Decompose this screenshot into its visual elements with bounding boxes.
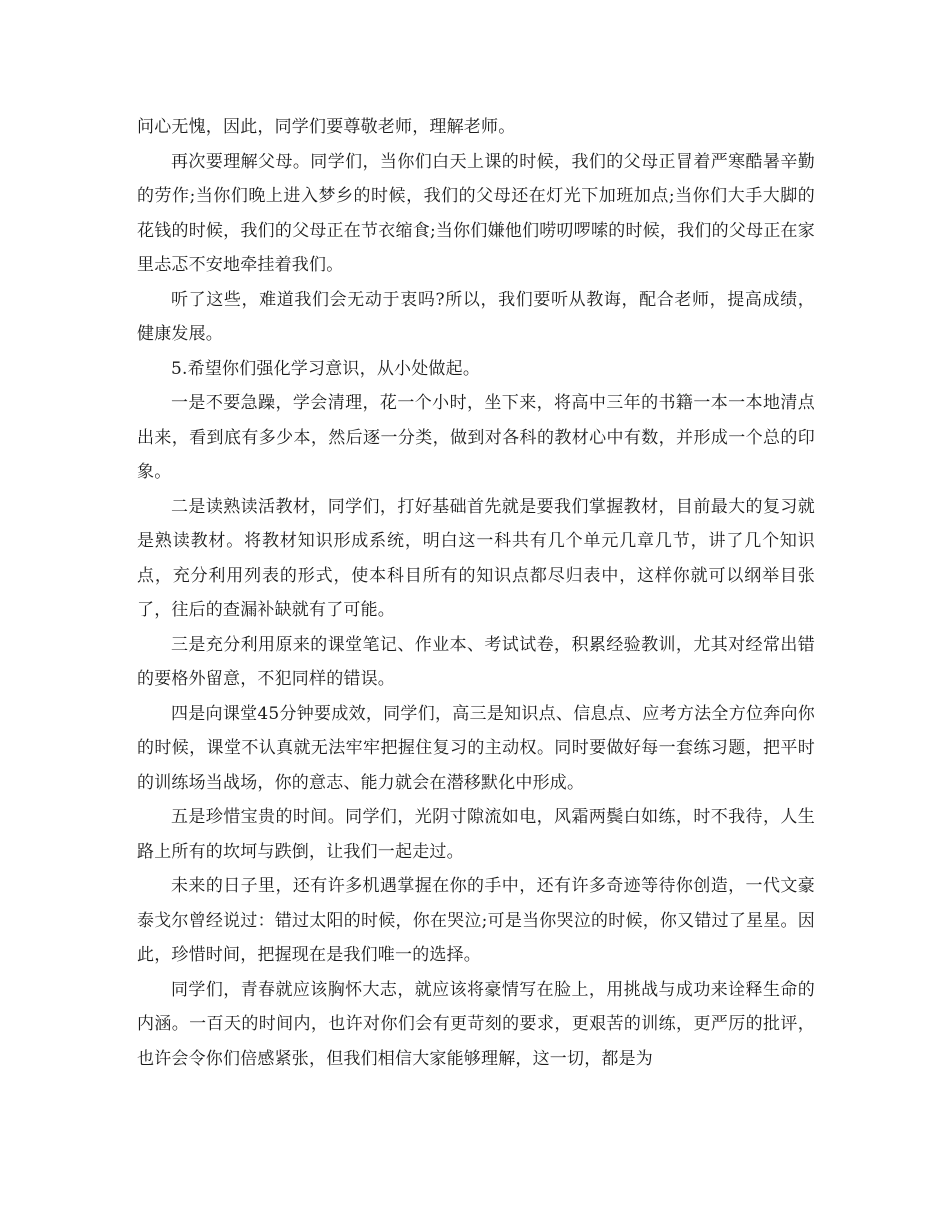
- paragraph: 四是向课堂45分钟要成效，同学们，高三是知识点、信息点、应考方法全方位奔向你的时候，课堂不认真就无法牢牢把握住复习的主动权。同时要做好每一套练习题，把平时的训练场当战场，你的意志、能力就会在潜移默化中形成。: [137, 703, 815, 793]
- paragraph: 三是充分利用原来的课堂笔记、作业本、考试试卷，积累经验教训，尤其对经常出错的要格外留意，不犯同样的错误。: [137, 634, 815, 689]
- paragraph: 五是珍惜宝贵的时间。同学们，光阴寸隙流如电，风霜两鬓白如练，时不我待，人生路上所有的坎坷与跌倒，让我们一起走过。: [137, 807, 815, 862]
- paragraph: 问心无愧，因此，同学们要尊敬老师，理解老师。: [137, 117, 516, 137]
- paragraph: 二是读熟读活教材，同学们，打好基础首先就是要我们掌握教材，目前最大的复习就是熟读教材。将教材知识形成系统，明白这一科共有几个单元几章几节，讲了几个知识点，充分利用列表的形式，使本科目所有的知识点都尽归表中，这样你就可以纲举目张了，往后的查漏补缺就有了可能。: [137, 496, 815, 620]
- paragraph: 5.希望你们强化学习意识，从小处做起。: [171, 358, 481, 379]
- paragraph: 未来的日子里，还有许多机遇掌握在你的手中，还有许多奇迹等待你创造，一代文豪泰戈尔曾经说过：错过太阳的时候，你在哭泣;可是当你哭泣的时候，你又错过了星星。因此，珍惜时间，把握现在是我们唯一的选择。: [137, 876, 815, 965]
- document-body: [137, 110, 815, 1076]
- paragraph: 一是不要急躁，学会清理，花一个小时，坐下来，将高中三年的书籍一本一本地清点出来，看到底有多少本，然后逐一分类，做到对各科的教材心中有数，并形成一个总的印象。: [137, 393, 815, 482]
- paragraph: 再次要理解父母。同学们，当你们白天上课的时候，我们的父母正冒着严寒酷暑辛勤的劳作;当你们晚上进入梦乡的时候，我们的父母还在灯光下加班加点;当你们大手大脚的花钱的时候，我们的父母正在节衣缩食;当你们嫌他们唠叨啰嗦的时候，我们的父母正在家里忐忑不安地牵挂着我们。: [137, 151, 815, 275]
- paragraph: 同学们，青春就应该胸怀大志，就应该将豪情写在脸上，用挑战与成功来诠释生命的内涵。一百天的时间内，也许对你们会有更苛刻的要求，更艰苦的训练，更严厉的批评，也许会令你们倍感紧张，但我们相信大家能够理解，这一切，都是为: [137, 979, 815, 1069]
- paragraph: 听了这些，难道我们会无动于衷吗?所以，我们要听从教诲，配合老师，提高成绩，健康发展。: [137, 289, 815, 344]
